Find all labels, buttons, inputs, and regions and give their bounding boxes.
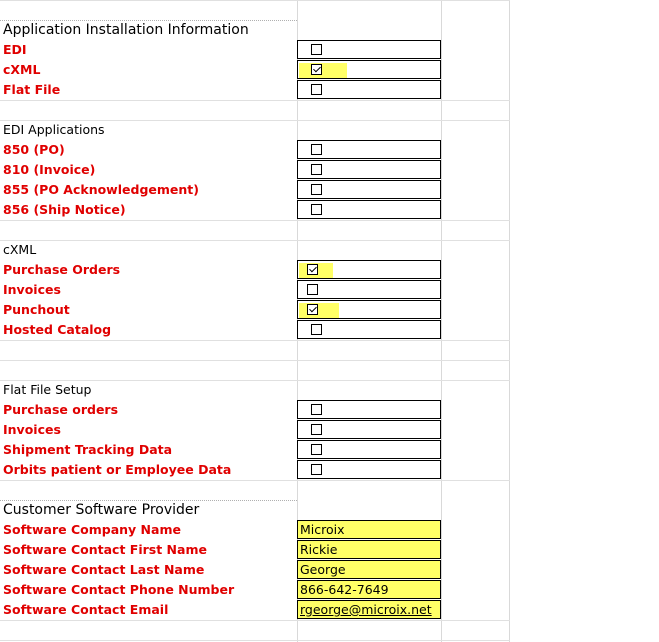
- checkbox-cell: [297, 440, 441, 459]
- checkbox-cell: [297, 420, 441, 439]
- highlight: [299, 63, 347, 78]
- checkbox-cell: [297, 140, 441, 159]
- section-title-flat-file: Flat File Setup: [3, 382, 92, 397]
- flat-row: [0, 400, 510, 420]
- first-name-field[interactable]: Rickie: [297, 540, 441, 559]
- checkbox-cell: [297, 180, 441, 199]
- row-label: Software Contact Email: [3, 602, 169, 617]
- row-divider: [0, 340, 510, 341]
- flat-row: [0, 440, 510, 460]
- checkbox-cell: [297, 460, 441, 479]
- checkbox-cell: [297, 80, 441, 99]
- section-title-edi-apps: EDI Applications: [3, 122, 105, 137]
- row-label: EDI: [3, 42, 27, 57]
- email-link[interactable]: rgeorge@microix.net: [300, 602, 432, 617]
- row-label: Invoices: [3, 282, 61, 297]
- checkbox[interactable]: [311, 324, 322, 335]
- row-label: Software Contact Phone Number: [3, 582, 235, 597]
- row-label: 856 (Ship Notice): [3, 202, 126, 217]
- row-label: Software Contact First Name: [3, 542, 207, 557]
- checkbox-cell: [297, 260, 441, 279]
- checkbox-cell: [297, 60, 441, 79]
- highlight: [299, 303, 339, 318]
- cxml-row: [0, 260, 510, 280]
- provider-row: [0, 600, 510, 620]
- row-label: Software Contact Last Name: [3, 562, 205, 577]
- company-name-field[interactable]: Microix: [297, 520, 441, 539]
- checkbox[interactable]: [311, 404, 322, 415]
- email-field[interactable]: [297, 600, 441, 619]
- checkbox[interactable]: [311, 184, 322, 195]
- checkbox[interactable]: [311, 164, 322, 175]
- checkbox-checked[interactable]: [307, 264, 318, 275]
- row-label: 850 (PO): [3, 142, 65, 157]
- section-title-cxml: cXML: [3, 242, 37, 257]
- checkbox-cell: [297, 40, 441, 59]
- checkbox[interactable]: [311, 84, 322, 95]
- edi-row: [0, 200, 510, 220]
- cxml-row: [0, 320, 510, 340]
- checkbox-cell: [297, 320, 441, 339]
- checkbox-checked[interactable]: [307, 304, 318, 315]
- checkbox[interactable]: [311, 144, 322, 155]
- edi-row: [0, 180, 510, 200]
- checkbox-cell: [297, 280, 441, 299]
- row-divider: [0, 100, 510, 101]
- section-title-software-provider: Customer Software Provider: [3, 502, 200, 518]
- checkbox-cell: [297, 400, 441, 419]
- install-row-cxml: [0, 60, 510, 80]
- row-divider: [0, 620, 510, 621]
- row-divider: [0, 220, 510, 221]
- checkbox[interactable]: [307, 284, 318, 295]
- row-label: Shipment Tracking Data: [3, 442, 173, 457]
- provider-row: [0, 580, 510, 600]
- row-divider: [0, 640, 510, 641]
- last-name-field[interactable]: George: [297, 560, 441, 579]
- install-row-flat-file: [0, 80, 510, 100]
- checkbox-cell: [297, 300, 441, 319]
- checkbox[interactable]: [311, 44, 322, 55]
- row-divider: [0, 480, 510, 481]
- provider-row: [0, 540, 510, 560]
- row-label: Purchase Orders: [3, 262, 121, 277]
- section-title-app-install: Application Installation Information: [3, 22, 249, 38]
- row-label: Software Company Name: [3, 522, 181, 537]
- row-label: Invoices: [3, 422, 61, 437]
- provider-row: [0, 520, 510, 540]
- checkbox[interactable]: [311, 444, 322, 455]
- phone-field[interactable]: 866-642-7649: [297, 580, 441, 599]
- row-label: Orbits patient or Employee Data: [3, 462, 232, 477]
- checkbox-cell: [297, 200, 441, 219]
- cxml-row: [0, 300, 510, 320]
- edi-row: [0, 140, 510, 160]
- checkbox-checked[interactable]: [311, 64, 322, 75]
- checkbox-cell: [297, 160, 441, 179]
- row-label: Flat File: [3, 82, 61, 97]
- flat-row: [0, 420, 510, 440]
- cxml-row: [0, 280, 510, 300]
- edi-row: [0, 160, 510, 180]
- install-row-edi: [0, 40, 510, 60]
- provider-row: [0, 560, 510, 580]
- flat-row: [0, 460, 510, 480]
- row-divider: [0, 360, 510, 361]
- row-label: 855 (PO Acknowledgement): [3, 182, 199, 197]
- checkbox[interactable]: [311, 204, 322, 215]
- checkbox[interactable]: [311, 424, 322, 435]
- row-label: Hosted Catalog: [3, 322, 112, 337]
- row-divider: [0, 0, 510, 1]
- row-label: cXML: [3, 62, 41, 77]
- checkbox[interactable]: [311, 464, 322, 475]
- row-label: 810 (Invoice): [3, 162, 96, 177]
- row-label: Punchout: [3, 302, 70, 317]
- row-label: Purchase orders: [3, 402, 119, 417]
- row-divider: [0, 240, 510, 241]
